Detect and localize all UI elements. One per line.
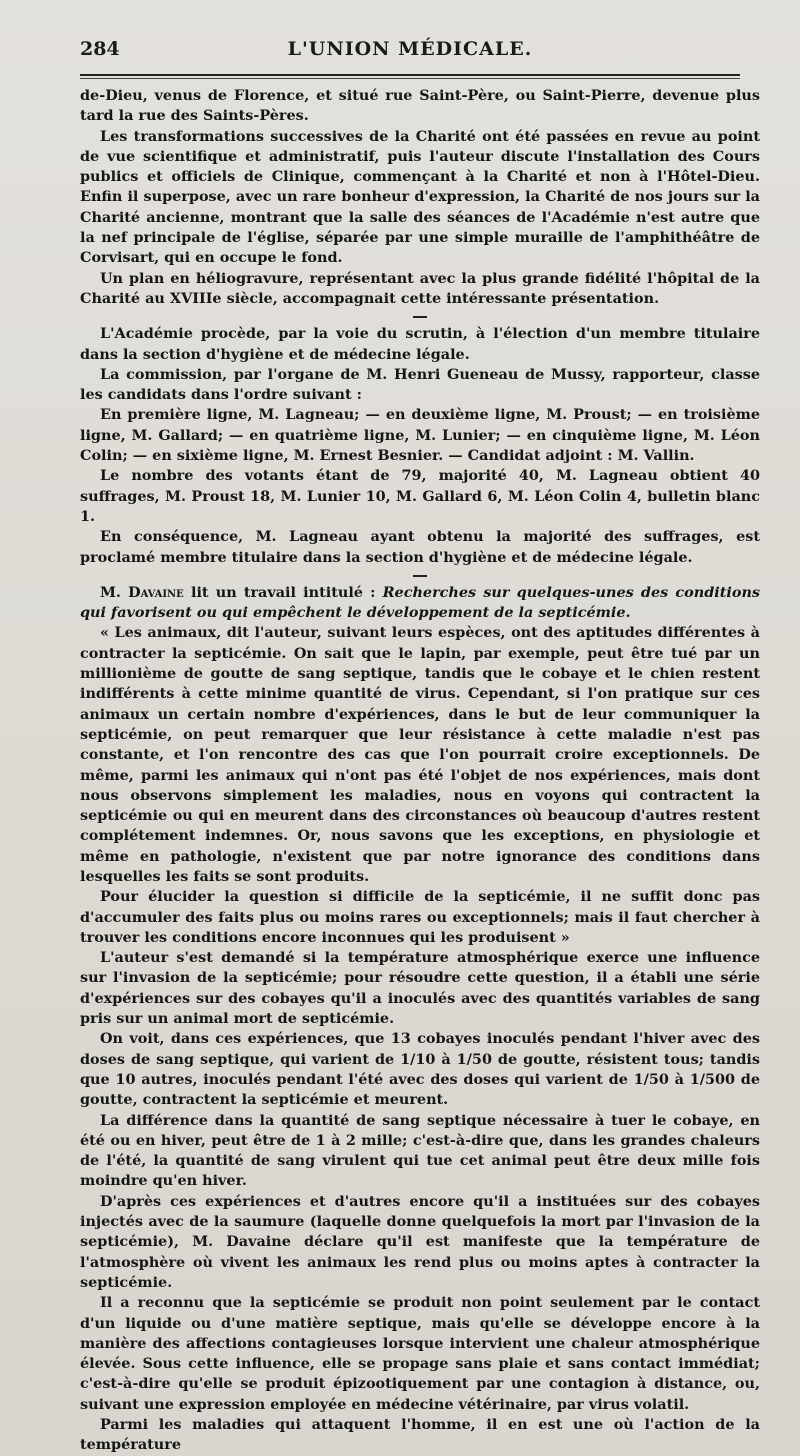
paragraph: Les transformations successives de la Charité ont été passées en revue au point de vue scientifique et administratif, puis l'auteur discute l'installation des Cours publics et officiels de Clinique, commençant à la Charité et non à l'Hôtel-Dieu. Enfin il superpose, avec un rare bonheur d'expression, la Charité de nos jours sur la Charité ancienne, montrant que la salle des séances de l'Académie n'est autre que la nef principale de l'église, séparée par une simple muraille de l'amphithéâtre de Corvisart, qui en occupe le fond. xyxy=(80,127,760,267)
paragraph: En conséquence, M. Lagneau ayant obtenu la majorité des suffrages, est proclamé membre titulaire dans la section d'hygiène et de médecine légale. xyxy=(80,528,760,566)
section-separator xyxy=(413,316,427,318)
paragraph: On voit, dans ces expériences, que 13 cobayes inoculés pendant l'hiver avec des doses de sang septique, qui varient de 1/10 à 1/50 de goutte, résistent tous; tandis que 10 autres, inoculés pendant l'été avec des doses qui varient de 1/50 à 1/500 de goutte, contractent la septicémie et meurent. xyxy=(80,1030,760,1109)
section-separator xyxy=(413,575,427,577)
paragraph: Parmi les maladies qui attaquent l'homme, il en est une où l'action de la température xyxy=(80,1416,760,1454)
work-title: Recherches sur quelques-unes des conditions qui favorisent ou qui empêchent le développement de la septicémie. xyxy=(80,583,761,622)
speaker-name: M. Davaine xyxy=(100,583,184,601)
paragraph: Le nombre des votants étant de 79, majorité 40, M. Lagneau obtient 40 suffrages, M. Proust 18, M. Lunier 10, M. Gallard 6, M. Léon Colin 4, bulletin blanc 1. xyxy=(80,467,760,525)
paragraph: de-Dieu, venus de Florence, et situé rue Saint-Père, ou Saint-Pierre, devenue plus tard la rue des Saints-Pères. xyxy=(80,87,760,125)
davaine-intro xyxy=(80,583,760,624)
header-rule-thin xyxy=(80,78,740,79)
paragraph: D'après ces expériences et d'autres encore qu'il a instituées sur des cobayes injectés avec de la saumure (laquelle donne quelquefois la mort par l'invasion de la septicémie), M. Davaine déclare qu'il est manifeste que la température de l'atmosphère où vivent les animaux les rend plus ou moins aptes à contracter la septicémie. xyxy=(80,1192,760,1291)
page-number: 284 xyxy=(80,38,120,60)
body-text xyxy=(80,86,760,1456)
running-title: L'UNION MÉDICALE. xyxy=(287,38,533,60)
page-header xyxy=(80,32,740,72)
paragraph: Pour élucider la question si difficile de la septicémie, il ne suffit donc pas d'accumuler des faits plus ou moins rares ou exceptionnels; mais il faut chercher à trouver les conditions encore inconnues qui les produisent » xyxy=(80,888,760,946)
paragraph: La commission, par l'organe de M. Henri Gueneau de Mussy, rapporteur, classe les candidats dans l'ordre suivant : xyxy=(80,365,760,404)
paragraph: Il a reconnu que la septicémie se produit non point seulement par le contact d'un liquide ou d'une matière septique, mais qu'elle se développe encore à la manière des affections contagieuses lorsque intervient une chaleur atmosphérique élevée. Sous cette influence, elle se propage sans plaie et sans contact immédiat; c'est-à-dire qu'elle se produit épizootiquement par une contagion à distance, ou, suivant une expression employée en médecine vétérinaire, par virus volatil. xyxy=(80,1294,760,1413)
paragraph: L'auteur s'est demandé si la température atmosphérique exerce une influence sur l'invasion de la septicémie; pour résoudre cette question, il a établi une série d'expériences sur des cobayes qu'il a inoculés avec des quantités variables de sang pris sur un animal mort de septicémie. xyxy=(80,949,760,1028)
paragraph: « Les animaux, dit l'auteur, suivant leurs espèces, ont des aptitudes différentes à contracter la septicémie. On sait que le lapin, par exemple, peut être tué par un millionième de goutte de sang septique, tandis que le cobaye et le chien restent indifférents à cette minime quantité de virus. Cependant, si l'on pratique sur ces animaux un certain nombre d'expériences, dans le but de leur communiquer la septicémie, on peut remarquer que leur résistance à cette maladie n'est pas constante, et l'on rencontre des cas que l'on pourrait croire exceptionnels. De même, parmi les animaux qui n'ont pas été l'objet de nos expériences, mais dont nous observons simplement les maladies, nous en voyons qui contractent la septicémie ou qui en meurent dans des circonstances où beaucoup d'autres restent complétement indemnes. Or, nous savons que les exceptions, en physiologie et même en pathologie, n'existent que par notre ignorance des conditions dans lesquelles les faits se sont produits. xyxy=(80,624,760,885)
intro-lead: lit un travail intitulé : xyxy=(183,583,383,601)
paragraph: En première ligne, M. Lagneau; — en deuxième ligne, M. Proust; — en troisième ligne, M. Gallard; — en quatrième ligne, M. Lunier; — en cinquième ligne, M. Léon Colin; — en sixième ligne, M. Ernest Besnier. — Candidat adjoint : M. Vallin. xyxy=(80,406,760,465)
paragraph: L'Académie procède, par la voie du scrutin, à l'élection d'un membre titulaire dans la section d'hygiène et de médecine légale. xyxy=(80,325,760,363)
paragraph: Un plan en héliogravure, représentant avec la plus grande fidélité l'hôpital de la Charité au XVIIIe siècle, accompagnait cette intéressante présentation. xyxy=(80,269,760,307)
paragraph: La différence dans la quantité de sang septique nécessaire à tuer le cobaye, en été ou en hiver, peut être de 1 à 2 mille; c'est-à-dire que, dans les grandes chaleurs de l'été, la quantité de sang virulent qui tue cet animal peut être deux mille fois moindre qu'en hiver. xyxy=(80,1111,760,1190)
header-rule xyxy=(80,74,740,76)
